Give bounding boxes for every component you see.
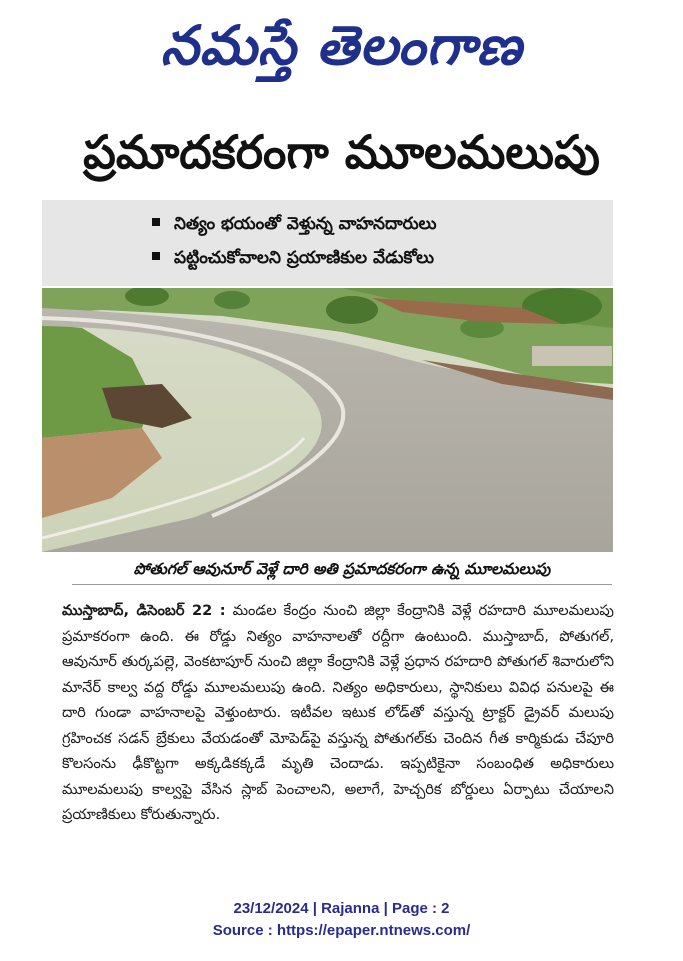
- square-bullet-icon: [152, 252, 160, 260]
- footer-edition-info: 23/12/2024 | Rajanna | Page : 2: [233, 900, 450, 917]
- subhead-2-text: పట్టించుకోవాలని ప్రయాణికుల వేడుకోలు: [174, 248, 435, 268]
- article-headline: ప్రమాదకరంగా మూలమలుపు: [83, 125, 600, 179]
- article-dateline: ముస్తాబాద్, డిసెంబర్ 22 :: [62, 602, 226, 619]
- caption-divider: [72, 584, 612, 585]
- footer-source-link[interactable]: Source : https://epaper.ntnews.com/: [212, 922, 471, 939]
- subheads-band: [42, 200, 613, 286]
- road-photo-illustration: [42, 288, 613, 552]
- subhead-1: [152, 214, 437, 238]
- masthead-title: నమస్తే తెలంగాణ: [160, 13, 523, 77]
- subhead-2: [152, 248, 434, 272]
- subhead-1-text: నిత్యం భయంతో వెళ్తున్న వాహనదారులు: [174, 214, 437, 234]
- article-photo: [42, 288, 613, 552]
- photo-caption: పోతుగల్ ఆవునూర్ వెళ్లే దారి అతి ప్రమాదకరంగా ఉన్న మూలమలుపు: [133, 560, 551, 578]
- article-body: [62, 598, 614, 828]
- article-body-text: మండల కేంద్రం నుంచి జిల్లా కేంద్రానికి వెళ్లే రహదారి మూలమలుపు ప్రమాకరంగా ఉంది. ఈ రోడ్డు నిత్యం వాహనాలతో రద్దీగా ఉంటుంది. ముస్తాబాద్, పోతుగల్, ఆవునూర్ తుర్కపల్లె, వెంకటాపూర్ నుంచి జిల్లా కేంద్రానికి వెళ్లే ప్రధాన రహదారి పోతుగల్ శివారులోని మానేర్ కాల్వ వద్ద రోడ్డు మూలమలుపు ఉంది. నిత్యం అధికారులు, స్థానికులు వివిధ పనులపై ఈ దారి గుండా వాహనాలపై వెళ్తుంటారు. ఇటీవల ఇటుక లోడ్‌తో వస్తున్న ట్రాక్టర్ డ్రైవర్ మలుపు గ్రహించక సడన్ బ్రేకులు వేయడంతో మోపెడ్‌పై వస్తున్న పోతుగల్‌కు చెందిన గీత కార్మికుడు చేపూరి కొలసంను ఢీకొట్టగా అక్కడికక్కడే మృతి చెందాడు. ఇప్పటికైనా సంబంధిత అధికారులు మూలమలుపు కాల్వపై వేసిన స్లాబ్ పెంచాలని, అలాగే, హెచ్చరిక బోర్డులు ఏర్పాటు చేయాలని ప్రయాణికులు కోరుతున్నారు.: [62, 602, 614, 823]
- square-bullet-icon: [152, 218, 160, 226]
